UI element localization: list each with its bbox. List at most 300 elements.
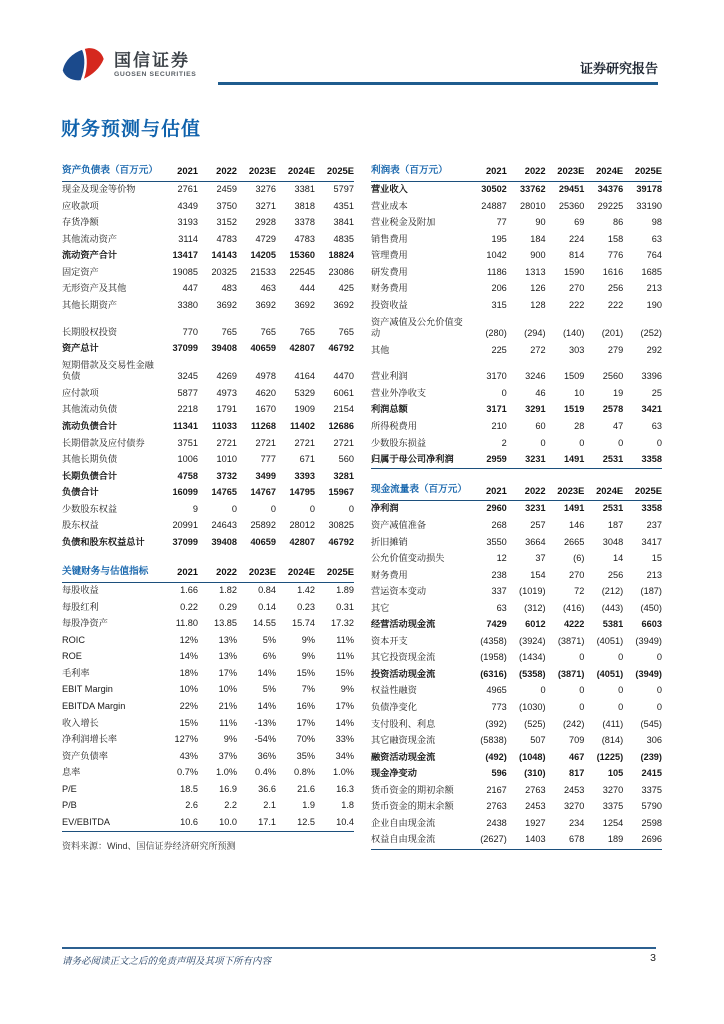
cell-value: 814 bbox=[569, 250, 585, 261]
year-header: 2021 bbox=[485, 484, 507, 496]
cell-value: 3818 bbox=[294, 200, 315, 211]
table-row bbox=[371, 215, 662, 232]
cell-value: 17% bbox=[335, 701, 354, 711]
table-row bbox=[371, 633, 662, 650]
table-row bbox=[62, 666, 354, 683]
cell-value: (310) bbox=[524, 768, 546, 779]
cell-value: 21533 bbox=[250, 266, 276, 277]
cell-value: 17.32 bbox=[331, 618, 354, 629]
row-label: 每股收益 bbox=[62, 585, 99, 596]
cell-value: 210 bbox=[491, 421, 507, 432]
cell-value: 3381 bbox=[294, 184, 315, 195]
brand-name-cn: 国信证券 bbox=[114, 50, 190, 70]
cell-value: 10% bbox=[179, 684, 198, 695]
row-label: 长期借款及应付债券 bbox=[62, 437, 145, 448]
cell-value: 3152 bbox=[216, 217, 237, 228]
cell-value: 1670 bbox=[255, 404, 276, 415]
cell-value: 11% bbox=[219, 717, 237, 728]
cell-value: 10.0 bbox=[219, 816, 237, 827]
table-row bbox=[371, 617, 662, 634]
table-header-row bbox=[62, 563, 354, 583]
cell-value: 1313 bbox=[525, 266, 546, 277]
table-row bbox=[62, 341, 354, 358]
cell-value: 63 bbox=[651, 233, 662, 244]
cell-value: 0 bbox=[579, 652, 585, 663]
cell-value: 17.1 bbox=[258, 816, 276, 827]
table-row bbox=[62, 248, 354, 265]
footer-rule bbox=[62, 947, 656, 949]
cell-value: 213 bbox=[646, 283, 662, 294]
cell-value: 0.4% bbox=[255, 767, 276, 778]
row-label: 财务费用 bbox=[371, 569, 408, 580]
cell-value: 1909 bbox=[294, 404, 315, 415]
cell-value: 2763 bbox=[525, 784, 546, 795]
row-label: 销售费用 bbox=[371, 233, 408, 244]
cell-value: 60 bbox=[535, 421, 546, 432]
year-header: 2025E bbox=[326, 566, 354, 578]
cell-value: 1519 bbox=[563, 404, 585, 415]
cell-value: (3949) bbox=[635, 635, 662, 646]
year-header: 2021 bbox=[177, 566, 198, 578]
cell-value: 9 bbox=[192, 503, 198, 514]
table-row bbox=[371, 534, 662, 551]
cell-value: 0 bbox=[656, 685, 662, 696]
row-label: 权益性融资 bbox=[371, 685, 417, 696]
cell-value: 6061 bbox=[333, 387, 354, 398]
cell-value: 5877 bbox=[177, 387, 198, 398]
cell-value: 17% bbox=[296, 717, 315, 728]
cell-value: (1958) bbox=[480, 652, 507, 663]
table-row bbox=[371, 281, 662, 298]
row-label: 净利润 bbox=[371, 503, 399, 514]
cell-value: 765 bbox=[338, 326, 354, 337]
cell-value: 14205 bbox=[250, 250, 276, 261]
cell-value: 19085 bbox=[172, 266, 198, 277]
cell-value: (312) bbox=[524, 602, 546, 613]
table-row bbox=[371, 182, 662, 199]
cell-value: 24643 bbox=[211, 520, 237, 531]
row-label: EV/EBITDA bbox=[62, 816, 110, 827]
row-label: ROIC bbox=[62, 634, 85, 645]
cell-value: 40659 bbox=[250, 343, 276, 354]
table-row bbox=[371, 650, 662, 667]
cell-value: 11341 bbox=[172, 421, 198, 432]
cell-value: (4051) bbox=[596, 635, 624, 646]
cell-value: 4222 bbox=[563, 619, 585, 630]
cell-value: 4965 bbox=[486, 685, 507, 696]
table-row bbox=[371, 799, 662, 816]
cell-value: 3231 bbox=[525, 454, 546, 465]
row-label: 营业外净收支 bbox=[371, 387, 427, 398]
cell-value: 21% bbox=[218, 701, 237, 711]
table-row bbox=[371, 815, 662, 832]
cell-value: 37099 bbox=[172, 343, 198, 354]
cell-value: (416) bbox=[562, 602, 585, 613]
cell-value: 3692 bbox=[294, 299, 315, 310]
table-row bbox=[371, 265, 662, 282]
page-number: 3 bbox=[650, 952, 656, 964]
cell-value: 447 bbox=[182, 283, 198, 294]
cell-value: 1254 bbox=[602, 817, 624, 828]
cell-value: 19 bbox=[612, 387, 624, 398]
cell-value: 1.8 bbox=[341, 800, 354, 811]
cell-value: 39408 bbox=[211, 343, 237, 354]
cell-value: 33% bbox=[335, 734, 354, 745]
cell-value: 9% bbox=[340, 684, 354, 695]
cell-value: 105 bbox=[607, 768, 624, 779]
cell-value: 39408 bbox=[211, 536, 237, 547]
table-header-row bbox=[371, 162, 662, 182]
cell-value: 15% bbox=[296, 667, 315, 678]
row-label: 其他 bbox=[371, 344, 390, 355]
cell-value: 3421 bbox=[641, 404, 662, 415]
cell-value: 3417 bbox=[641, 536, 662, 547]
table-row bbox=[62, 518, 354, 535]
cell-value: 11268 bbox=[250, 421, 276, 432]
cell-value: (280) bbox=[485, 328, 507, 339]
key-metrics-table bbox=[62, 563, 354, 832]
cell-value: 190 bbox=[646, 299, 662, 310]
row-label: 其他流动负债 bbox=[62, 404, 118, 415]
cell-value: 37 bbox=[535, 553, 546, 564]
cell-value: 0.8% bbox=[294, 767, 315, 778]
cell-value: 30502 bbox=[481, 184, 507, 195]
cell-value: 21.6 bbox=[297, 783, 315, 794]
cell-value: 3378 bbox=[294, 217, 315, 228]
cell-value: 0.29 bbox=[219, 601, 237, 612]
table-row bbox=[62, 265, 354, 282]
cell-value: 14.55 bbox=[253, 618, 276, 629]
cell-value: 12% bbox=[179, 634, 198, 645]
cell-value: 1.0% bbox=[333, 767, 354, 778]
row-label: P/B bbox=[62, 800, 77, 811]
cell-value: (3924) bbox=[519, 635, 546, 646]
year-header: 2025E bbox=[634, 484, 662, 496]
cash-flow-table bbox=[371, 481, 662, 849]
cell-value: 17% bbox=[218, 667, 237, 678]
cell-value: 10.6 bbox=[180, 816, 198, 827]
cell-value: 2959 bbox=[486, 454, 507, 465]
row-label: 投资活动现金流 bbox=[371, 668, 436, 679]
cell-value: 3276 bbox=[255, 184, 276, 195]
year-header: 2024E bbox=[287, 165, 315, 177]
cell-value: 9% bbox=[301, 651, 315, 662]
row-label: 无形资产及其他 bbox=[62, 283, 127, 294]
cell-value: 14795 bbox=[289, 487, 315, 498]
table-header-row bbox=[62, 162, 354, 182]
cell-value: 63 bbox=[496, 602, 507, 613]
cell-value: 1509 bbox=[563, 371, 585, 382]
cell-value: 195 bbox=[491, 233, 507, 244]
cell-value: 0 bbox=[309, 503, 315, 514]
table-row bbox=[371, 419, 662, 436]
cell-value: 3550 bbox=[486, 536, 507, 547]
table-row bbox=[371, 782, 662, 799]
row-label: P/E bbox=[62, 783, 77, 794]
row-label: 流动负债合计 bbox=[62, 421, 118, 432]
cell-value: 4729 bbox=[255, 233, 276, 244]
table-row bbox=[371, 452, 662, 469]
cell-value: 596 bbox=[491, 768, 507, 779]
cell-value: 2960 bbox=[486, 503, 507, 514]
cell-value: 765 bbox=[260, 326, 276, 337]
cell-value: 0.31 bbox=[336, 601, 354, 612]
cell-value: 2721 bbox=[333, 437, 354, 448]
cell-value: 4269 bbox=[216, 371, 237, 382]
table-row bbox=[371, 584, 662, 601]
cell-value: 0 bbox=[270, 503, 276, 514]
cell-value: 315 bbox=[491, 299, 507, 310]
row-label: 负债净变化 bbox=[371, 702, 417, 712]
cell-value: 1186 bbox=[487, 266, 507, 277]
cell-value: (212) bbox=[601, 586, 624, 597]
row-label: 其它投资现金流 bbox=[371, 652, 436, 663]
cell-value: 0 bbox=[579, 437, 585, 448]
cell-value: 33762 bbox=[520, 184, 546, 195]
cell-value: 12686 bbox=[328, 421, 354, 432]
row-label: 资本开支 bbox=[371, 635, 408, 646]
table-row bbox=[371, 683, 662, 700]
cell-value: 14% bbox=[335, 717, 354, 728]
cell-value: (6) bbox=[573, 553, 585, 564]
cell-value: 184 bbox=[530, 233, 546, 244]
cell-value: 467 bbox=[569, 751, 585, 762]
cell-value: (5358) bbox=[519, 668, 546, 679]
cell-value: (545) bbox=[640, 718, 662, 729]
table-row bbox=[371, 567, 662, 584]
cell-value: (411) bbox=[602, 718, 624, 729]
cell-value: 1491 bbox=[563, 503, 585, 514]
cell-value: 24887 bbox=[481, 200, 507, 211]
cell-value: 15.74 bbox=[292, 618, 315, 629]
cell-value: 126 bbox=[530, 283, 546, 294]
cell-value: 444 bbox=[299, 283, 315, 294]
year-header: 2022 bbox=[216, 165, 237, 177]
table-row bbox=[62, 699, 354, 716]
table-row bbox=[62, 419, 354, 436]
row-label: 营业成本 bbox=[371, 200, 408, 211]
row-label: 营运资本变动 bbox=[371, 586, 427, 597]
year-header: 2022 bbox=[524, 165, 546, 177]
cell-value: 7% bbox=[301, 684, 315, 695]
table-row bbox=[62, 357, 354, 385]
cell-value: 4783 bbox=[294, 233, 315, 244]
year-header: 2024E bbox=[596, 165, 624, 177]
cell-value: (450) bbox=[640, 602, 662, 613]
cell-value: 0 bbox=[231, 503, 237, 514]
year-header: 2024E bbox=[287, 566, 315, 578]
row-label: 货币资金的期初余额 bbox=[371, 784, 454, 795]
row-label: 研发费用 bbox=[371, 266, 408, 277]
cell-value: 709 bbox=[569, 735, 585, 746]
cell-value: 0 bbox=[618, 685, 624, 696]
cell-value: 90 bbox=[535, 217, 546, 228]
table-row bbox=[62, 485, 354, 502]
cell-value: 3245 bbox=[177, 371, 198, 382]
table-row bbox=[371, 369, 662, 386]
table-row bbox=[62, 402, 354, 419]
table-title: 利润表（百万元） bbox=[371, 165, 448, 176]
cell-value: 2665 bbox=[563, 536, 585, 547]
row-label: 应收款项 bbox=[62, 200, 99, 211]
cell-value: 5% bbox=[262, 634, 276, 645]
cell-value: 28 bbox=[574, 421, 585, 432]
year-header: 2023E bbox=[248, 566, 276, 578]
cell-value: 1491 bbox=[563, 454, 585, 465]
cell-value: 18% bbox=[179, 667, 198, 678]
cell-value: 272 bbox=[530, 344, 546, 355]
cell-value: (1434) bbox=[519, 652, 546, 663]
cell-value: 773 bbox=[491, 702, 507, 712]
cell-value: 225 bbox=[491, 344, 507, 355]
cell-value: 5381 bbox=[602, 619, 624, 630]
cell-value: 187 bbox=[607, 519, 624, 530]
row-label: 毛利率 bbox=[62, 667, 90, 678]
cell-value: 23086 bbox=[328, 266, 354, 277]
row-label: 营业税金及附加 bbox=[371, 217, 436, 228]
row-label: 资产负债率 bbox=[62, 750, 108, 761]
table-row bbox=[371, 435, 662, 452]
cell-value: 14765 bbox=[211, 487, 237, 498]
table-row bbox=[371, 501, 662, 518]
cell-value: 3499 bbox=[255, 470, 276, 481]
row-label: EBIT Margin bbox=[62, 684, 113, 695]
table-row bbox=[62, 632, 354, 649]
cell-value: 3692 bbox=[216, 299, 237, 310]
cell-value: 3358 bbox=[641, 454, 662, 465]
row-label: 短期借款及交易性金融负债 bbox=[62, 359, 154, 382]
table-row bbox=[62, 765, 354, 782]
cell-value: 4470 bbox=[333, 371, 354, 382]
cell-value: (3871) bbox=[557, 668, 585, 679]
cell-value: 5790 bbox=[641, 801, 662, 812]
cell-value: 33190 bbox=[636, 200, 662, 211]
cell-value: 507 bbox=[530, 735, 546, 746]
cell-value: 256 bbox=[607, 283, 624, 294]
cell-value: 0 bbox=[540, 685, 546, 696]
row-label: 长期负债合计 bbox=[62, 470, 118, 481]
cell-value: 11033 bbox=[211, 421, 237, 432]
row-label: 其它 bbox=[371, 602, 390, 613]
cell-value: 72 bbox=[574, 586, 585, 597]
cell-value: 20991 bbox=[172, 520, 198, 531]
cell-value: 4620 bbox=[255, 387, 276, 398]
row-label: 长期股权投资 bbox=[62, 326, 118, 337]
cell-value: 483 bbox=[221, 283, 237, 294]
cell-value: 40659 bbox=[250, 536, 276, 547]
table-title: 关键财务与估值指标 bbox=[62, 566, 149, 578]
cell-value: 70% bbox=[296, 734, 315, 745]
table-row bbox=[62, 583, 354, 600]
cell-value: 3692 bbox=[333, 299, 354, 310]
cell-value: -13% bbox=[254, 717, 276, 728]
cell-value: 30825 bbox=[328, 520, 354, 531]
table-row bbox=[62, 534, 354, 551]
table-row bbox=[371, 832, 662, 849]
cell-value: 14143 bbox=[211, 250, 237, 261]
cell-value: 5797 bbox=[333, 184, 354, 195]
cell-value: 463 bbox=[260, 283, 276, 294]
cell-value: (1048) bbox=[519, 751, 546, 762]
cell-value: 63 bbox=[651, 421, 662, 432]
row-label: 存货净额 bbox=[62, 217, 99, 228]
row-label: ROE bbox=[62, 651, 82, 662]
table-row bbox=[62, 435, 354, 452]
table-row bbox=[371, 667, 662, 684]
row-label: 少数股东损益 bbox=[371, 437, 427, 448]
cell-value: 765 bbox=[221, 326, 237, 337]
row-label: 其他长期负债 bbox=[62, 454, 118, 465]
cell-value: 29225 bbox=[597, 200, 624, 211]
guosen-logo-icon bbox=[60, 45, 106, 85]
cell-value: (140) bbox=[562, 328, 585, 339]
cell-value: 13% bbox=[218, 651, 237, 662]
cell-value: 18824 bbox=[328, 250, 354, 261]
cell-value: 14% bbox=[179, 651, 198, 662]
cell-value: 15% bbox=[179, 717, 198, 728]
cell-value: 206 bbox=[491, 283, 507, 294]
cell-value: 2531 bbox=[602, 454, 624, 465]
cell-value: 0 bbox=[540, 437, 546, 448]
cell-value: 154 bbox=[530, 569, 546, 580]
cell-value: 16.3 bbox=[336, 783, 354, 794]
cell-value: 14767 bbox=[250, 487, 276, 498]
cell-value: 0 bbox=[618, 437, 624, 448]
table-row bbox=[62, 324, 354, 341]
cell-value: 2578 bbox=[602, 404, 624, 415]
cell-value: 11% bbox=[336, 651, 354, 662]
table-row bbox=[62, 781, 354, 798]
cell-value: 0.14 bbox=[258, 601, 276, 612]
cell-value: 14% bbox=[257, 667, 276, 678]
table-row bbox=[371, 402, 662, 419]
row-label: 公允价值变动损失 bbox=[371, 553, 445, 564]
cell-value: 0.7% bbox=[177, 767, 198, 778]
year-header: 2023E bbox=[248, 165, 276, 177]
cell-value: 2167 bbox=[486, 784, 507, 795]
cell-value: 37% bbox=[218, 750, 237, 761]
row-label: 净利润增长率 bbox=[62, 734, 118, 745]
cell-value: 0 bbox=[656, 702, 662, 712]
table-row bbox=[62, 732, 354, 749]
cell-value: 1616 bbox=[602, 266, 624, 277]
cell-value: 2453 bbox=[525, 801, 546, 812]
cell-value: (525) bbox=[524, 718, 546, 729]
cell-value: 15% bbox=[335, 667, 354, 678]
cell-value: 1927 bbox=[525, 817, 546, 828]
cell-value: (252) bbox=[640, 328, 662, 339]
cell-value: (2627) bbox=[480, 834, 507, 845]
cell-value: 0 bbox=[656, 652, 662, 663]
cell-value: 3193 bbox=[177, 217, 198, 228]
cell-value: 42807 bbox=[289, 536, 315, 547]
cell-value: (392) bbox=[485, 718, 507, 729]
cell-value: 0 bbox=[579, 685, 585, 696]
table-row bbox=[62, 182, 354, 199]
balance-sheet-table bbox=[62, 162, 354, 551]
page-title: 财务预测与估值 bbox=[61, 119, 202, 140]
cell-value: 777 bbox=[260, 454, 276, 465]
cell-value: 25 bbox=[651, 387, 662, 398]
header-rule bbox=[218, 82, 658, 85]
cell-value: 306 bbox=[646, 735, 662, 746]
cell-value: 4758 bbox=[177, 470, 198, 481]
cell-value: 3393 bbox=[294, 470, 315, 481]
row-label: 管理费用 bbox=[371, 250, 408, 261]
table-row bbox=[62, 452, 354, 469]
cell-value: 0 bbox=[656, 437, 662, 448]
cell-value: 77 bbox=[496, 217, 507, 228]
